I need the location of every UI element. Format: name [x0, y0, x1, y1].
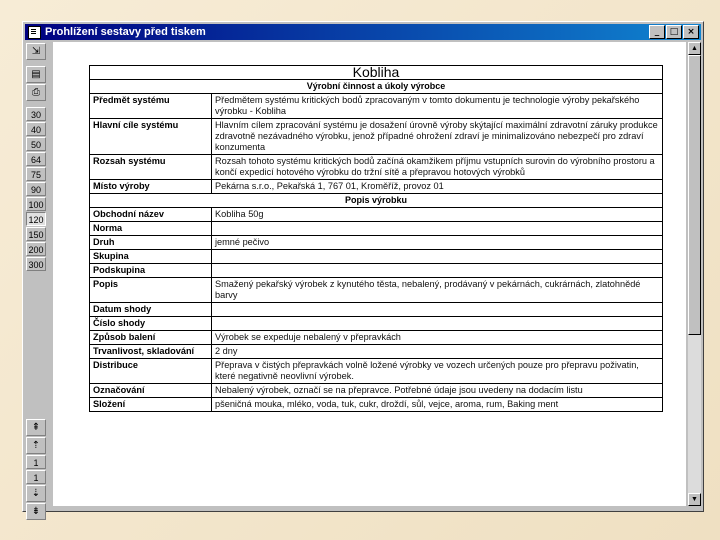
scroll-down-icon[interactable]: ▼	[688, 493, 701, 506]
previous-page-icon[interactable]: ⇡	[26, 437, 46, 454]
vertical-scrollbar[interactable]	[688, 42, 701, 506]
row-label: Místo výroby	[90, 180, 212, 194]
report-icon	[28, 26, 41, 39]
row-label: Trvanlivost, skladování	[90, 345, 212, 359]
zoom-200-button[interactable]: 200	[26, 242, 46, 256]
row-label: Předmět systému	[90, 94, 212, 119]
exit-preview-icon[interactable]: ⇲	[26, 43, 46, 60]
zoom-300-button[interactable]: 300	[26, 257, 46, 271]
row-label: Distribuce	[90, 359, 212, 384]
section-heading: Popis výrobku	[90, 194, 663, 208]
row-value: Rozsah tohoto systému kritických bodů začíná okamžikem příjmu vstupních surovin do výrobního prostoru a končí expedicí hotového výrobku do tržní sítě a přepravou hotových výrobků	[212, 155, 663, 180]
report-page	[53, 42, 686, 506]
row-value: Přeprava v čistých přepravkách volně ložené výrobky ve vozech určených pouze pro přepravu poživatin, které negativně neovlivní výrobek.	[212, 359, 663, 384]
row-value	[212, 317, 663, 331]
row-value: Předmětem systému kritických bodů zpracovaným v tomto dokumentu je technologie výroby pekařského výrobku - Kobliha	[212, 94, 663, 119]
row-value: Kobliha 50g	[212, 208, 663, 222]
row-label: Způsob balení	[90, 331, 212, 345]
zoom-100-button[interactable]: 100	[26, 197, 46, 211]
scroll-thumb[interactable]	[688, 55, 701, 335]
report-title: Kobliha	[90, 66, 663, 80]
row-value	[212, 250, 663, 264]
row-value: Pekárna s.r.o., Pekařská 1, 767 01, Kroměříž, provoz 01	[212, 180, 663, 194]
scroll-up-icon[interactable]: ▲	[688, 42, 701, 55]
print-setup-icon[interactable]: ▤	[26, 66, 46, 83]
row-label: Podskupina	[90, 264, 212, 278]
row-label: Popis	[90, 278, 212, 303]
minimize-button[interactable]: _	[649, 25, 665, 39]
row-value: jemné pečivo	[212, 236, 663, 250]
zoom-90-button[interactable]: 90	[26, 182, 46, 196]
current-page: 1	[26, 455, 46, 469]
row-label: Číslo shody	[90, 317, 212, 331]
row-value	[212, 303, 663, 317]
row-label: Složení	[90, 398, 212, 412]
row-label: Rozsah systému	[90, 155, 212, 180]
next-page-icon[interactable]: ⇣	[26, 485, 46, 502]
zoom-30-button[interactable]: 30	[26, 107, 46, 121]
row-value	[212, 222, 663, 236]
zoom-75-button[interactable]: 75	[26, 167, 46, 181]
section-heading: Výrobní činnost a úkoly výrobce	[90, 80, 663, 94]
row-value: 2 dny	[212, 345, 663, 359]
zoom-150-button[interactable]: 150	[26, 227, 46, 241]
preview-toolbar	[25, 42, 47, 517]
close-button[interactable]: ×	[683, 25, 699, 39]
row-value: Hlavním cílem zpracování systému je dosažení úrovně výroby skýtající maximální zdravotní záruky produkce zdravotně nezávadného výrobku, jenož případné ohrožení zdraví je minimalizováno nebezpečí pro zdraví konzumenta	[212, 119, 663, 155]
zoom-120-button[interactable]: 120	[26, 212, 46, 226]
row-label: Obchodní název	[90, 208, 212, 222]
printer-icon[interactable]: ⎙	[26, 84, 46, 101]
zoom-40-button[interactable]: 40	[26, 122, 46, 136]
first-page-icon[interactable]: ⇞	[26, 419, 46, 436]
row-label: Označování	[90, 384, 212, 398]
row-value: pšeničná mouka, mléko, voda, tuk, cukr, droždí, sůl, vejce, aroma, rum, Baking ment	[212, 398, 663, 412]
row-value: Nebalený výrobek, označí se na přepravce. Potřebné údaje jsou uvedeny na dodacím listu	[212, 384, 663, 398]
title-bar	[25, 24, 701, 40]
last-page-icon[interactable]: ⇟	[26, 503, 46, 520]
window-title: Prohlížení sestavy před tiskem	[45, 26, 206, 38]
zoom-64-button[interactable]: 64	[26, 152, 46, 166]
print-preview-window	[22, 21, 704, 517]
row-value: Smažený pekařský výrobek z kynutého těsta, nebalený, prodávaný v pekárnách, cukrárnách, zlatohnědé barvy	[212, 278, 663, 303]
maximize-button[interactable]: □	[666, 25, 682, 39]
zoom-50-button[interactable]: 50	[26, 137, 46, 151]
row-label: Datum shody	[90, 303, 212, 317]
row-label: Druh	[90, 236, 212, 250]
row-label: Hlavní cíle systému	[90, 119, 212, 155]
row-value: Výrobek se expeduje nebalený v přepravkách	[212, 331, 663, 345]
row-value	[212, 264, 663, 278]
row-label: Skupina	[90, 250, 212, 264]
total-pages: 1	[26, 470, 46, 484]
row-label: Norma	[90, 222, 212, 236]
report-table	[89, 65, 663, 412]
